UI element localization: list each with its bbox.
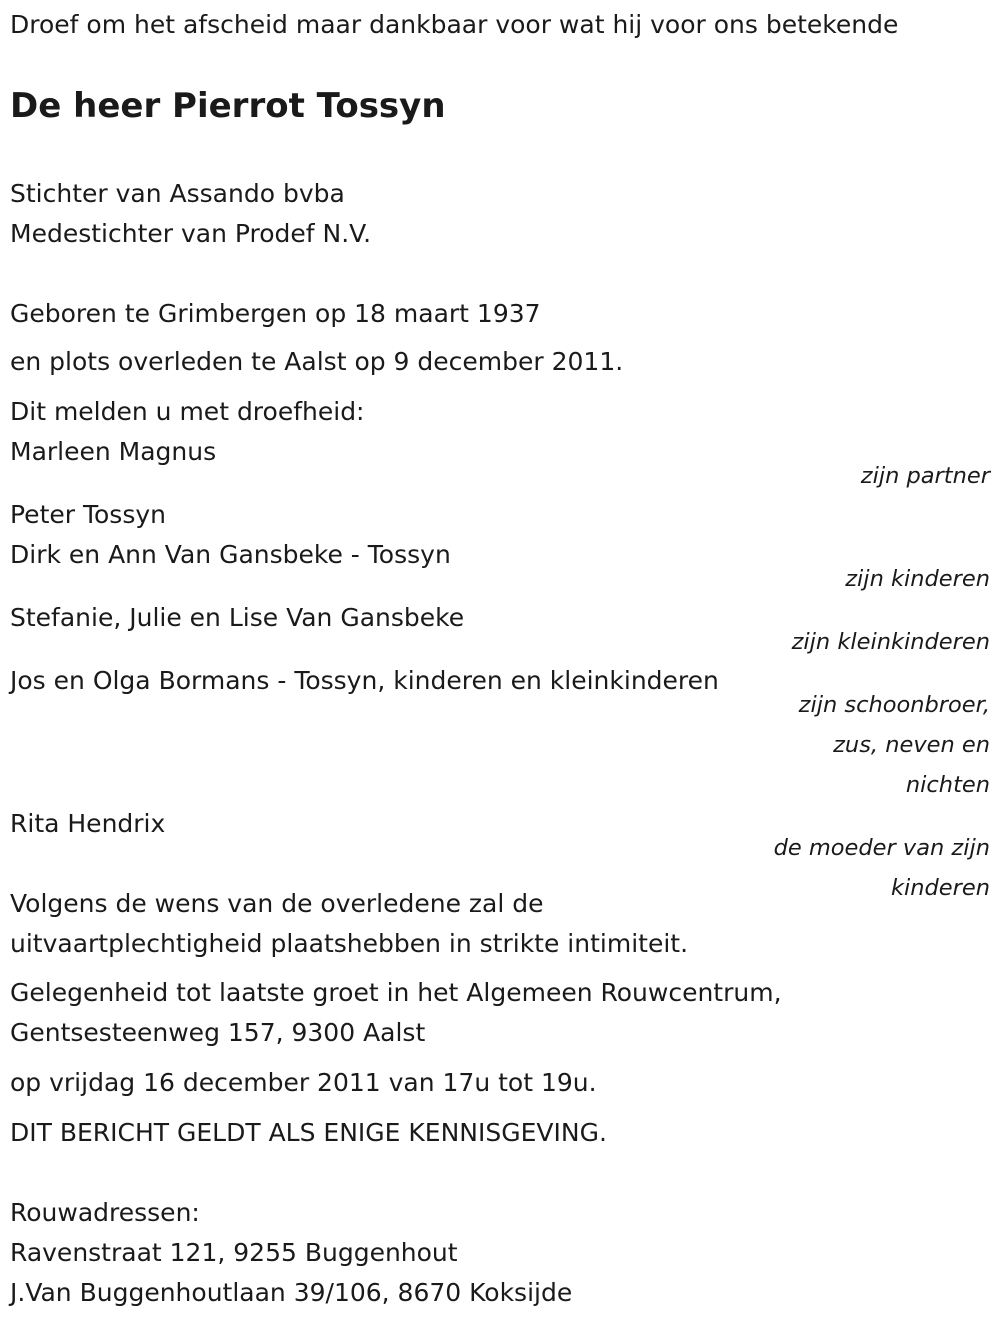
child-name-2: Dirk en Ann Van Gansbeke - Tossyn [10,540,451,569]
inlaws-names: Jos en Olga Bormans - Tossyn, kinderen en kleinkinderen [10,666,719,695]
intro-line: Droef om het afscheid maar dankbaar voor wat hij voor ons betekende [10,10,899,39]
death-line: en plots overleden te Aalst op 9 december 2011. [10,347,624,376]
child-name-1: Peter Tossyn [10,500,166,529]
mourners-intro: Dit melden u met droefheid: [10,397,365,426]
mother-role-line-1: de moeder van zijn [773,835,990,861]
birth-line: Geboren te Grimbergen op 18 maart 1937 [10,299,541,328]
notice-line: DIT BERICHT GELDT ALS ENIGE KENNISGEVING. [10,1118,607,1147]
address-line-1: Ravenstraat 121, 9255 Buggenhout [10,1238,458,1267]
children-role: zijn kinderen [845,566,990,592]
grandchildren-role: zijn kleinkinderen [791,629,990,655]
address-line-2: J.Van Buggenhoutlaan 39/106, 8670 Koksijde [10,1278,573,1307]
greeting-line-3: op vrijdag 16 december 2011 van 17u tot 19u. [10,1068,597,1097]
greeting-line-2: Gentsesteenweg 157, 9300 Aalst [10,1018,426,1047]
bio-line-2: Medestichter van Prodef N.V. [10,219,372,248]
bio-line-1: Stichter van Assando bvba [10,179,345,208]
partner-name: Marleen Magnus [10,437,217,466]
greeting-line-1: Gelegenheid tot laatste groet in het Algemeen Rouwcentrum, [10,978,782,1007]
funeral-line-1: Volgens de wens van de overledene zal de [10,889,544,918]
inlaws-role-line-3: nichten [905,772,990,798]
addresses-label: Rouwadressen: [10,1198,200,1227]
deceased-name: De heer Pierrot Tossyn [10,86,446,126]
mother-name: Rita Hendrix [10,809,166,838]
inlaws-role-line-1: zijn schoonbroer, [798,692,990,718]
inlaws-role-line-2: zus, neven en [833,732,990,758]
funeral-line-2: uitvaartplechtigheid plaatshebben in strikte intimiteit. [10,929,689,958]
grandchildren-names: Stefanie, Julie en Lise Van Gansbeke [10,603,465,632]
mother-role-line-2: kinderen [890,875,990,901]
partner-role: zijn partner [860,463,990,489]
